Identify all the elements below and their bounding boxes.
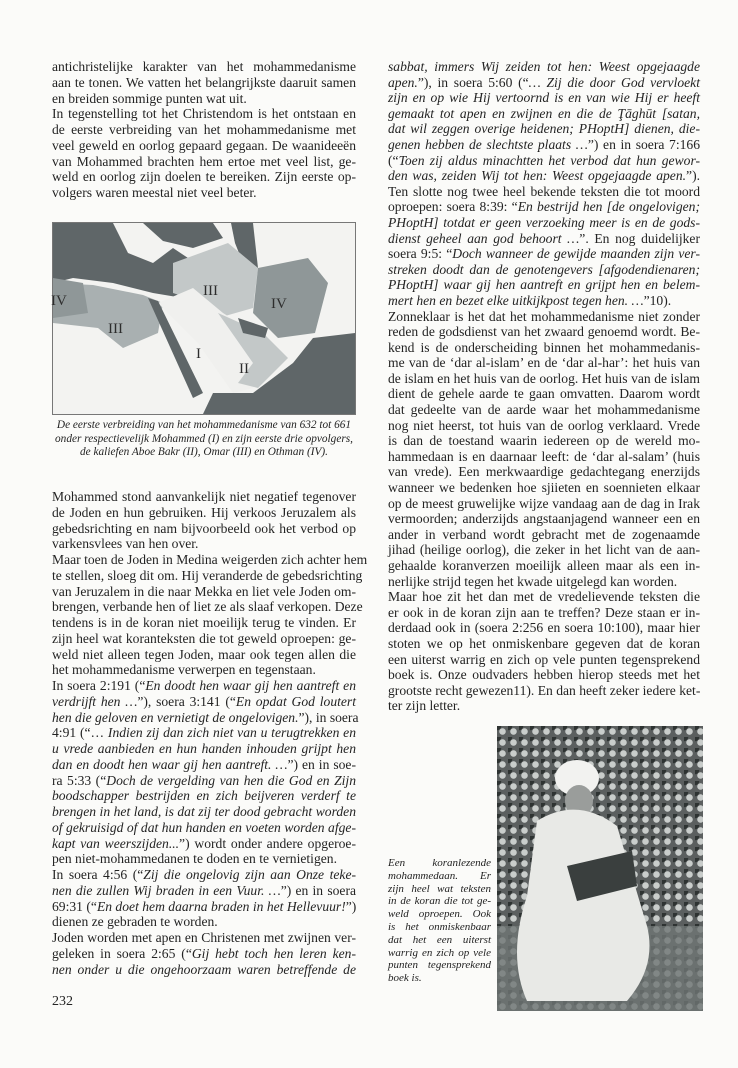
text-segment: Ten slotte nog twee heel bekende teksten die tot moord [388, 183, 700, 199]
text-segment: en breiden sommige punten wat uit. [52, 90, 247, 106]
text-segment: varkensvlees van hen over. [52, 536, 199, 552]
text-segment: de islam en het huis van de oorlog. Het huis van de islam [388, 370, 700, 386]
text-segment: In soera 4:56 (“ [52, 867, 144, 882]
text-segment: op de meest gruwelijke wijze vandaag aan de dag in Irak [388, 495, 700, 511]
text-line [388, 324, 700, 340]
italic-quote-segment: … Zij die door God vervloekt [528, 74, 700, 90]
text-segment: ”. En nog duidelijker [579, 230, 700, 246]
text-segment: hammedaan is en daarnaar leeft: de ‘dar al-salam’ (huis [388, 448, 700, 464]
text-line [388, 883, 491, 896]
italic-quote-segment: Doch de vergelding van hen die God en Zijn [106, 772, 356, 788]
italic-quote-segment: Indien zij dan zich niet van u terugtrekken en [107, 725, 356, 741]
right-column-text [388, 59, 700, 714]
text-segment: ”), soera 3:141 (“ [137, 693, 236, 709]
text-line [388, 59, 700, 75]
text-line [52, 521, 356, 537]
text-segment: nerlijke strijd tegen het kwade uitgelegd kan worden. [388, 573, 678, 589]
italic-quote-segment: dat het een uiterst [388, 933, 491, 946]
text-segment: het mohammedanisme verwerpen en tegenstaan. [52, 662, 316, 678]
text-line [52, 757, 356, 773]
text-line [52, 75, 356, 91]
text-segment: grootste recht gewezen11). En dan heeft zeker iedere ket- [388, 682, 701, 698]
text-line [388, 667, 700, 683]
italic-quote-segment: den was, zeiden Wij tot hen: Weest opgejaagde apen. [388, 168, 687, 184]
photo-koran-reader [497, 726, 703, 1011]
italic-quote-segment: sabbat, immers Wij zeiden tot hen: Weest opgejaagde [388, 59, 700, 74]
text-line [52, 536, 356, 552]
text-segment: stoten we op het onmiskenbare gegeven dat de koran [388, 635, 700, 651]
text-line [388, 137, 700, 153]
text-line [388, 620, 700, 636]
text-line [388, 870, 491, 883]
text-line [388, 921, 491, 934]
text-line [388, 449, 700, 465]
text-segment: ter zijn letter. [388, 698, 461, 714]
italic-quote-segment: zijn en op wie Hij vertoornd is en van wie Hij er heeft [388, 90, 700, 106]
text-line [388, 895, 491, 908]
map-label-iv-persia: IV [271, 296, 287, 312]
text-line [52, 820, 356, 836]
text-line [388, 121, 700, 137]
italic-quote-segment: apen. [388, 74, 418, 90]
text-line [52, 505, 356, 521]
text-segment: ”) en in soe- [287, 756, 356, 772]
text-line [52, 647, 356, 663]
text-line [388, 542, 700, 558]
italic-quote-segment: weld oproepen. Ook [388, 908, 491, 921]
text-line [388, 908, 491, 921]
text-segment: te stellen, sloeg dit om. Hij veranderde de gebedsrichting [52, 567, 363, 583]
text-segment: van Jeruzalem in die naar Mekka en liet vele Joden om- [52, 583, 356, 599]
text-line [388, 857, 491, 870]
text-segment: 4:91 (“… [52, 725, 108, 741]
text-line [52, 788, 356, 804]
text-segment: een uiterst warrig en zich op vele punten tegensprekend [388, 651, 700, 667]
text-segment: dat gedeelte van de aarde waar het mohammedanisme [388, 402, 700, 418]
page-number: 232 [52, 994, 73, 1009]
map-label-iii-egypt: III [108, 321, 123, 337]
italic-quote-segment: dan en doodt hen waar gij hen aantreft. … [52, 756, 288, 772]
text-line [388, 215, 700, 231]
map-label-iii-iraq: III [203, 283, 218, 299]
text-line [388, 402, 700, 418]
text-line [52, 867, 356, 883]
text-segment: ”) wordt onder andere opgeroe- [179, 835, 356, 851]
text-line [52, 694, 356, 710]
text-line [388, 371, 700, 387]
text-segment: vermoorden; anderzijds angstaanjagend wanneer een en [388, 511, 700, 527]
text-line [388, 340, 700, 356]
map-caption-line: de kaliefen Aboe Bakr (II), Omar (III) en Othman (IV). [80, 446, 328, 459]
text-line [52, 584, 356, 600]
text-line [52, 567, 363, 584]
italic-quote-segment: Zij die ongelovig zijn aan Onze teke- [143, 867, 357, 882]
map-graphic [53, 223, 355, 414]
text-line [388, 199, 700, 215]
text-line [388, 698, 700, 714]
italic-quote-segment: En bestrijd hen [de ongelovigen; [517, 199, 700, 215]
text-line [388, 605, 700, 621]
text-segment: wanneer we bedenken hoe sjiieten en soennieten elkaar [388, 480, 700, 496]
text-segment: ”) en in soera 7:166 [587, 136, 700, 152]
italic-quote-segment: kapt van weerszijden... [52, 835, 180, 851]
italic-quote-segment: boek is. [388, 972, 422, 985]
text-line [52, 946, 356, 962]
text-line [388, 231, 700, 247]
italic-quote-segment: En doodt hen waar gij hen aantreft en [145, 678, 356, 693]
text-segment: reden de godsdienst van het zwaard genoemd wordt. Be- [388, 324, 700, 340]
text-line [388, 184, 700, 200]
text-segment: nog niet heerst, tot huis van de oorlog verklaard. Vrede [388, 417, 700, 433]
text-line [388, 959, 491, 972]
italic-quote-segment: punten tegensprekend [388, 959, 491, 972]
text-line [52, 662, 356, 678]
text-line [388, 355, 700, 371]
text-line [388, 574, 700, 590]
text-line [52, 59, 356, 75]
map-label-iv-west: IV [51, 293, 67, 309]
text-segment: brengen, verbande hen of liet ze als slaaf verkopen. Deze [52, 599, 363, 615]
text-segment: ”), in soera [298, 709, 359, 725]
text-line [52, 599, 363, 615]
text-segment: ”) [345, 898, 357, 914]
text-segment: (“ [388, 152, 399, 168]
text-line [388, 934, 491, 947]
italic-quote-segment: is het onmiskenbaar [388, 920, 491, 933]
text-line [388, 309, 700, 325]
text-segment: derdaad ook in (soera 2:256 en soera 10:100), maar hier [388, 620, 700, 636]
italic-quote-segment: PHoptH] totdat er geen verzoeking meer is en de gods- [388, 214, 700, 230]
text-segment: Zonneklaar is het dat het mohammedanisme niet zonder [388, 308, 700, 324]
text-segment: er ook in de koran zijn aan te treffen? Deze staan er in- [388, 604, 700, 620]
text-line [52, 154, 356, 170]
italic-quote-segment: Gij hebt toch hen leren ken- [191, 945, 356, 961]
text-segment: ”), in soera 5:60 (“ [417, 74, 529, 90]
text-segment: ra 5:33 (“ [52, 772, 107, 788]
text-segment: ander in verband wordt gebracht met de zogenaamde [388, 526, 700, 542]
italic-quote-segment: nen die zullen Wij braden in een Vuur. … [52, 882, 281, 898]
text-line [388, 652, 700, 668]
text-segment: kend is de onderscheiding binnen het mohammedanis- [388, 339, 700, 355]
italic-quote-segment: gemaakt tot apen en zwijnen en die de Ţāghūt [satan, [388, 105, 700, 121]
italic-quote-segment: genen hebben de slechtste plaats … [388, 136, 588, 152]
italic-quote-segment: Een koranlezende [388, 857, 491, 869]
left-column-intro-text [52, 59, 356, 201]
text-segment: weld niet alleen tegen Joden, maar ook tegen allen die [52, 646, 356, 662]
italic-quote-segment: mert hen en bezet elke uitkijkpost tegen hen. … [388, 292, 644, 308]
italic-quote-segment: dienst geheel aan god behoort … [388, 230, 580, 246]
text-line [388, 589, 700, 605]
text-segment: dient de gehele aarde te gaan omvatten. Daarom wordt [388, 386, 700, 402]
map-label-ii: II [239, 361, 249, 377]
text-line [52, 851, 356, 867]
text-line [52, 709, 359, 726]
text-segment: Joden worden met apen en Christenen met zwijnen ver- [52, 930, 356, 945]
text-line [388, 418, 700, 434]
text-line [388, 527, 700, 543]
text-line [52, 106, 356, 122]
italic-quote-segment: PHoptH] waar gij hen aantreft en grijpt hen en belem- [388, 277, 700, 293]
text-segment: Maar hoe zit het dan met de vredelievende teksten die [388, 589, 700, 605]
map-label-i: I [196, 346, 201, 362]
text-segment: volgers waren meestal niet veel beter. [52, 185, 257, 200]
italic-quote-segment: warrig en zich op vele [388, 946, 491, 959]
text-line [52, 552, 368, 568]
text-segment: pen niet-mohammedanen te doden en te vernietigen. [52, 851, 337, 867]
map-caption-line: De eerste verbreiding van het mohammedanisme van 632 tot 661 [56, 419, 352, 431]
text-segment: oproepen: soera 8:39: “ [388, 199, 518, 215]
text-line [388, 636, 700, 652]
text-line [388, 464, 700, 480]
text-line [52, 489, 356, 505]
text-line [388, 947, 491, 960]
text-line [388, 972, 491, 985]
photo-figure [497, 726, 703, 1011]
italic-quote-segment: boodschapper bestrijden en zich beijveren verderf te [52, 788, 356, 804]
text-segment: de eerste verbreiding van het mohammedanisme met [52, 122, 356, 137]
text-segment: 69:31 (“ [52, 898, 97, 914]
text-segment: antichristelijke karakter van het mohammedanisme [52, 59, 356, 74]
text-segment: dienen ze gebraden te worden. [52, 914, 218, 930]
text-line [52, 804, 356, 820]
italic-quote-segment: Doch wanneer de gewijde maanden zijn ver- [452, 246, 700, 262]
text-line [388, 262, 700, 278]
text-segment: Maar toen de Joden in Medina weigerden zich achter hem [52, 552, 368, 567]
text-line [388, 106, 700, 122]
italic-quote-segment: verdrijft hen … [52, 693, 138, 709]
italic-quote-segment: nen onder u die ongehoorzaam waren betreffende de [52, 961, 356, 977]
italic-quote-segment: u vrede aanbieden en hun handen inhouden grijpt hen [52, 741, 356, 756]
text-segment: veel geweld en oorlog gepaard gegaan. De waanideeën [52, 137, 356, 153]
italic-quote-segment: Toen zij aldus minachtten het verbod dat hun gewor- [398, 152, 700, 168]
text-line [388, 277, 700, 293]
italic-quote-segment: mohammedaan. Er [388, 869, 491, 882]
text-line [52, 773, 356, 789]
text-line [52, 138, 356, 154]
italic-quote-segment: of gekruisigd of dat hun handen en voeten worden afge- [52, 819, 356, 835]
text-line [52, 678, 356, 694]
italic-quote-segment: En opdat God loutert [235, 693, 356, 709]
text-segment: jihad (heilige oorlog), die zeker in het licht van de aan- [388, 542, 700, 558]
text-line [388, 75, 700, 91]
italic-quote-segment: in de koran die tot ge- [388, 895, 491, 908]
text-line [388, 153, 700, 169]
expansion-map [52, 222, 356, 415]
text-line [52, 725, 356, 741]
map-caption [40, 419, 368, 460]
text-line [388, 168, 700, 184]
italic-quote-segment: hen die geloven en vernietigt de ongelovigen. [52, 709, 299, 725]
text-line [388, 683, 700, 699]
italic-quote-segment: zijn heel wat teksten [388, 882, 491, 895]
text-segment: zijn heel wat koranteksten die tot geweld oproepen: ge- [52, 630, 356, 646]
left-column-main-text [52, 489, 368, 977]
photo-caption [388, 857, 491, 985]
text-line [388, 480, 700, 496]
text-line [52, 899, 356, 915]
text-segment: In tegenstelling tot het Christendom is het ontstaan en [52, 106, 356, 122]
text-line [52, 631, 356, 647]
text-line [388, 433, 700, 449]
text-line [388, 496, 700, 512]
text-line [388, 293, 700, 309]
italic-quote-segment: dat wil zeggen overige heidenen; PHoptH] dienen, die- [388, 121, 700, 137]
text-segment: soera 9:5: “ [388, 246, 453, 262]
italic-quote-segment: brengen in het land, is dat zij ter dood gebracht worden [52, 804, 356, 819]
text-line [52, 741, 356, 757]
italic-quote-segment: streken doodt dan de genotengevers [afgodendienaren; [388, 261, 700, 277]
text-segment: is dan de toestand waarin iedereen op de wereld mo- [388, 433, 700, 449]
text-line [388, 558, 700, 574]
text-line [52, 930, 356, 946]
text-line [52, 883, 356, 899]
text-line [52, 91, 356, 107]
text-line [388, 246, 700, 262]
text-line [388, 90, 700, 106]
text-segment: boek is. Onze oudvaders hebben hierop steeds met het [388, 667, 700, 683]
text-line [52, 836, 356, 852]
text-segment: weld en oorlog zijn doelen te bereiken. Zijn eerste op- [52, 169, 356, 185]
text-line [52, 615, 356, 631]
text-segment: ”). [686, 168, 700, 184]
text-segment: geleken in soera 2:65 (“ [52, 945, 192, 961]
text-line [52, 122, 356, 138]
map-caption-line: onder respectievelijk Mohammed (I) en zijn eerste drie opvolgers, [55, 432, 353, 445]
text-segment: van vrede). Een merkwaardige gedachtegang enerzijds [388, 464, 700, 480]
text-line [388, 386, 700, 402]
text-line [388, 511, 700, 527]
text-segment: tendens is in de koran niet moeilijk terug te vinden. Er [52, 615, 356, 630]
text-segment: ”) en in soera [280, 882, 357, 898]
text-line [52, 169, 356, 185]
text-segment: ”10). [643, 292, 672, 308]
italic-quote-segment: En doet hem daarna braden in het Hellevuur! [96, 898, 346, 914]
text-segment: aan te tonen. We vatten het belangrijkste daaruit samen [52, 74, 356, 90]
text-line [52, 962, 356, 978]
text-line [52, 914, 356, 930]
text-segment: Mohammed stond aanvankelijk niet negatief tegenover [52, 489, 356, 504]
text-segment: gehaalde koranverzen moeilijk alleen maar als een in- [388, 558, 700, 573]
text-segment: me van de ‘dar al-islam’ en de ‘dar al-har’: het huis van [388, 355, 700, 371]
text-segment: de Joden en hun gebruiken. Hij verkoos Jeruzalem als [52, 504, 356, 520]
text-segment: van Mohammed brachten hem ertoe met veel list, ge- [52, 153, 356, 169]
text-segment: gebedsrichting en nam bijvoorbeeld ook het verbod op [52, 520, 356, 536]
text-line [52, 185, 356, 201]
text-segment: In soera 2:191 (“ [52, 678, 146, 693]
